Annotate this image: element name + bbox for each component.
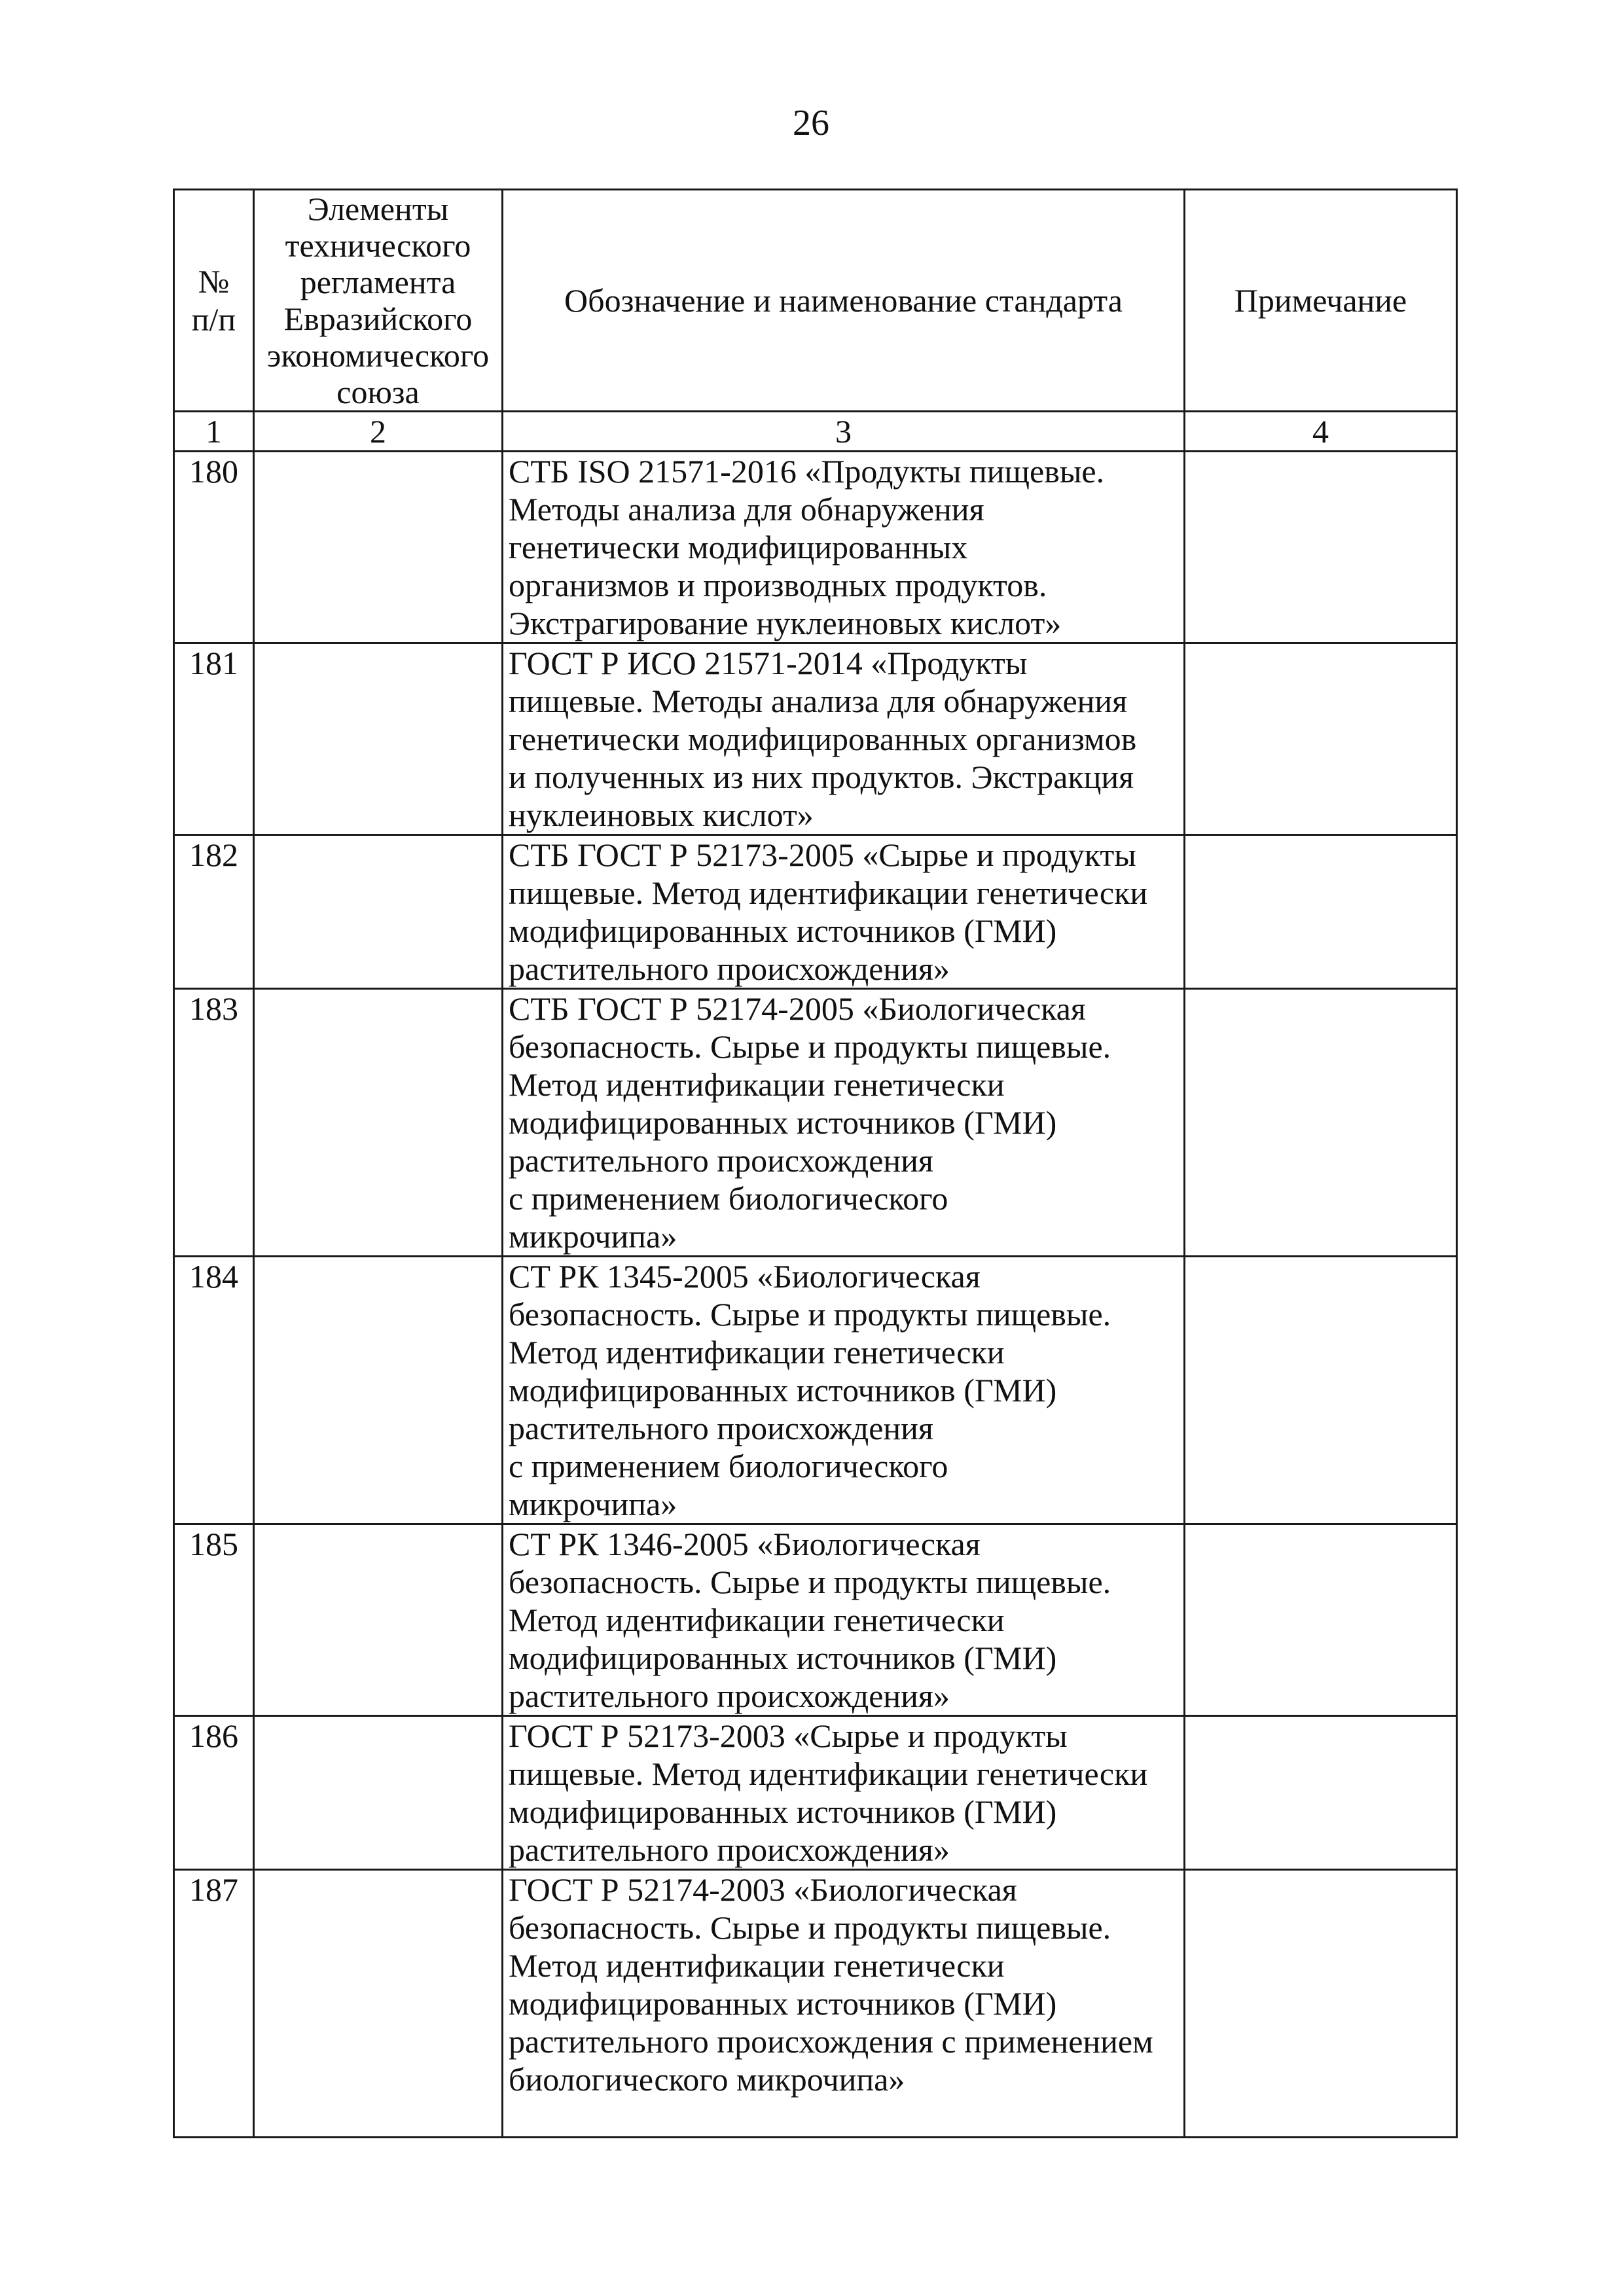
standard-line: Метод идентификации генетически: [509, 1602, 1005, 1638]
standard-line: растительного происхождения»: [509, 1677, 950, 1714]
row-note: [1185, 1524, 1457, 1716]
header-element-line: регламента: [300, 264, 456, 300]
table-row: [174, 989, 1457, 1257]
standard-line: с применением биологического: [509, 1180, 948, 1217]
standard-line: ГОСТ Р ИСО 21571-2014 «Продукты: [509, 645, 1028, 681]
standard-line: растительного происхождения»: [509, 950, 950, 987]
header-num-line: п/п: [191, 301, 236, 338]
standard-line: безопасность. Сырье и продукты пищевые.: [509, 1296, 1111, 1333]
row-number: 184: [174, 1257, 254, 1524]
row-standard: [503, 643, 1185, 835]
row-note: [1185, 1257, 1457, 1524]
standard-line: Метод идентификации генетически: [509, 1947, 1005, 1984]
table-row: [174, 1257, 1457, 1524]
header-element-line: союза: [336, 374, 420, 410]
standard-line: СТБ ГОСТ Р 52174-2005 «Биологическая: [509, 990, 1086, 1027]
row-number: 180: [174, 452, 254, 643]
column-number: 3: [503, 412, 1185, 452]
standard-line: модифицированных источников (ГМИ): [509, 912, 1057, 949]
standard-line: генетически модифицированных организмов: [509, 721, 1137, 757]
table-row: [174, 643, 1457, 835]
standard-line: ГОСТ Р 52173-2003 «Сырье и продукты: [509, 1717, 1068, 1754]
standard-line: Метод идентификации генетически: [509, 1066, 1005, 1103]
standard-line: микрочипа»: [509, 1218, 677, 1255]
row-note: [1185, 452, 1457, 643]
standard-line: СТБ ГОСТ Р 52173-2005 «Сырье и продукты: [509, 836, 1136, 873]
standard-line: СТБ ISO 21571-2016 «Продукты пищевые.: [509, 453, 1105, 490]
row-note: [1185, 1870, 1457, 2138]
standard-line: биологического микрочипа»: [509, 2061, 905, 2098]
header-element-line: экономического: [266, 337, 490, 374]
header-row: [174, 190, 1457, 412]
standard-line: пищевые. Методы анализа для обнаружения: [509, 683, 1128, 719]
standard-line: модифицированных источников (ГМИ): [509, 1985, 1057, 2022]
standard-line: модифицированных источников (ГМИ): [509, 1372, 1057, 1408]
standard-line: растительного происхождения»: [509, 1831, 950, 1868]
standard-line: безопасность. Сырье и продукты пищевые.: [509, 1909, 1111, 1946]
standard-line: растительного происхождения: [509, 1410, 933, 1446]
row-standard: [503, 1870, 1185, 2138]
row-element: [254, 1257, 503, 1524]
row-standard: [503, 452, 1185, 643]
row-element: [254, 643, 503, 835]
header-note: Примечание: [1185, 190, 1457, 412]
row-element: [254, 1716, 503, 1870]
standard-line: безопасность. Сырье и продукты пищевые.: [509, 1028, 1111, 1065]
row-element: [254, 835, 503, 989]
table-row: [174, 1716, 1457, 1870]
row-number: 181: [174, 643, 254, 835]
standard-line: Метод идентификации генетически: [509, 1334, 1005, 1371]
standard-line: модифицированных источников (ГМИ): [509, 1640, 1057, 1676]
standard-line: модифицированных источников (ГМИ): [509, 1104, 1057, 1141]
standard-line: с применением биологического: [509, 1448, 948, 1484]
column-number-row: [174, 412, 1457, 452]
standard-line: нуклеиновых кислот»: [509, 797, 814, 833]
header-element-line: Элементы: [307, 190, 449, 227]
standard-line: СТ РК 1345-2005 «Биологическая: [509, 1258, 981, 1295]
standard-line: СТ РК 1346-2005 «Биологическая: [509, 1526, 981, 1562]
row-number: 186: [174, 1716, 254, 1870]
row-standard: [503, 835, 1185, 989]
standard-line: микрочипа»: [509, 1486, 677, 1522]
row-number: 182: [174, 835, 254, 989]
table-row: [174, 835, 1457, 989]
standard-line: растительного происхождения с применением: [509, 2023, 1153, 2060]
standards-table: [173, 188, 1458, 2138]
row-standard: [503, 989, 1185, 1257]
row-note: [1185, 989, 1457, 1257]
table-row: [174, 1524, 1457, 1716]
row-standard: [503, 1257, 1185, 1524]
row-note: [1185, 643, 1457, 835]
standard-line: ГОСТ Р 52174-2003 «Биологическая: [509, 1871, 1017, 1908]
column-number: 4: [1185, 412, 1457, 452]
row-standard: [503, 1524, 1185, 1716]
table-row: [174, 1870, 1457, 2138]
standard-line: модифицированных источников (ГМИ): [509, 1793, 1057, 1830]
standard-line: пищевые. Метод идентификации генетически: [509, 874, 1148, 911]
standard-line: Методы анализа для обнаружения: [509, 491, 984, 528]
header-element-line: Евразийского: [283, 300, 473, 337]
header-num-line: №: [198, 263, 230, 300]
column-number: 1: [174, 412, 254, 452]
row-note: [1185, 835, 1457, 989]
page-number: 26: [793, 103, 829, 143]
standard-line: генетически модифицированных: [509, 529, 968, 565]
row-element: [254, 1870, 503, 2138]
standard-line: безопасность. Сырье и продукты пищевые.: [509, 1564, 1111, 1600]
header-element-line: технического: [285, 227, 471, 264]
row-element: [254, 1524, 503, 1716]
column-number: 2: [254, 412, 503, 452]
row-number: 185: [174, 1524, 254, 1716]
row-number: 187: [174, 1870, 254, 2138]
standard-line: и полученных из них продуктов. Экстракция: [509, 759, 1134, 795]
row-note: [1185, 1716, 1457, 1870]
row-element: [254, 452, 503, 643]
standard-line: Экстрагирование нуклеиновых кислот»: [509, 605, 1062, 641]
header-standard: Обозначение и наименование стандарта: [503, 190, 1185, 412]
header-element: [254, 190, 503, 412]
table-row: [174, 452, 1457, 643]
row-number: 183: [174, 989, 254, 1257]
standard-line: организмов и производных продуктов.: [509, 567, 1047, 603]
standard-line: пищевые. Метод идентификации генетически: [509, 1755, 1148, 1792]
standard-line: растительного происхождения: [509, 1142, 933, 1179]
row-element: [254, 989, 503, 1257]
header-num: [174, 190, 254, 412]
row-standard: [503, 1716, 1185, 1870]
